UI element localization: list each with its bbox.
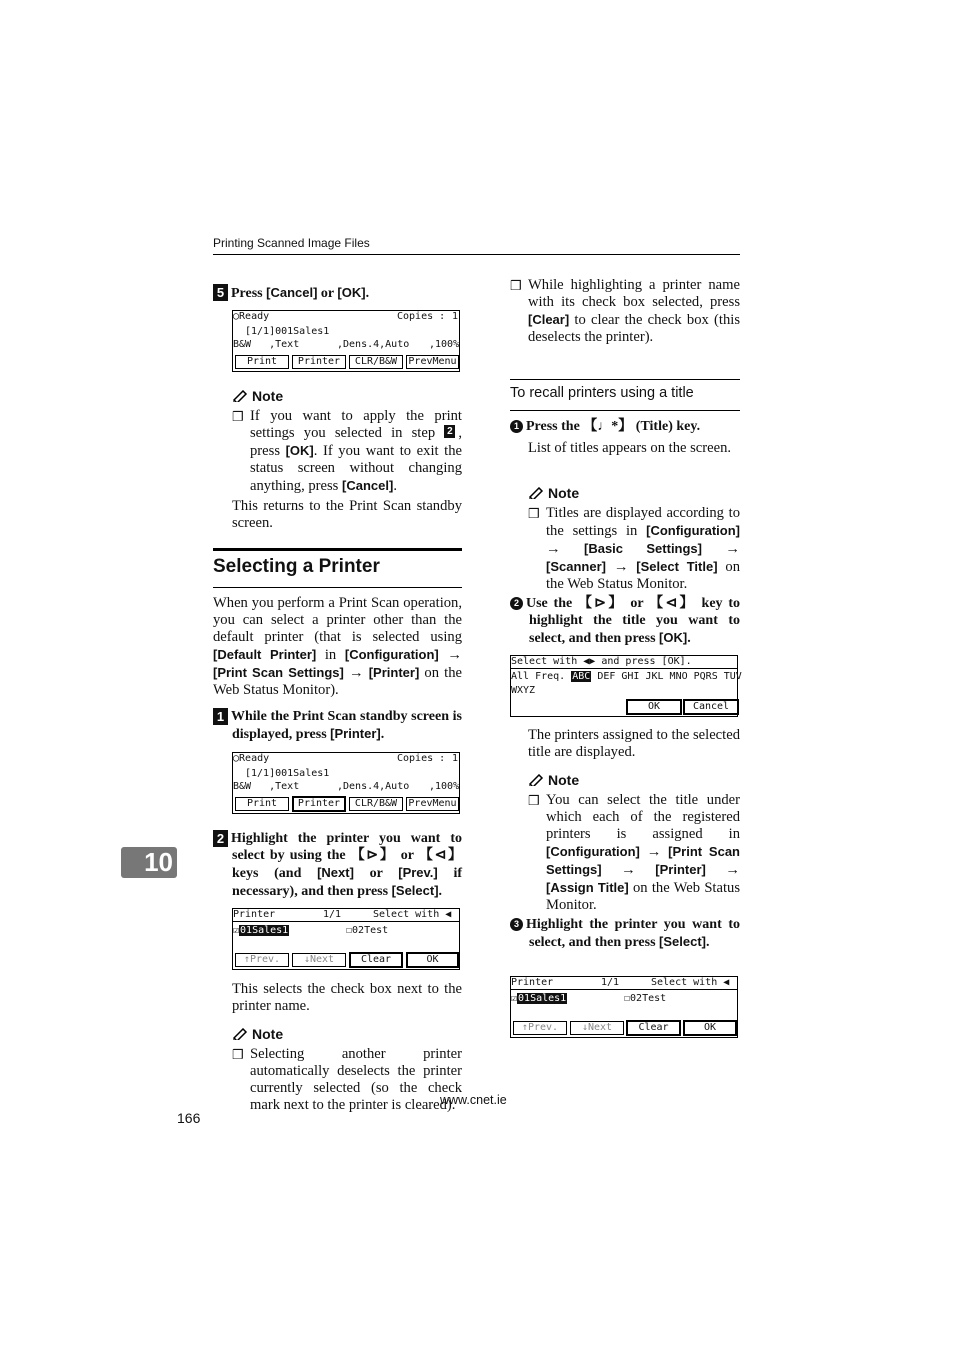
checked-box-icon: ☑ <box>233 925 240 936</box>
left-arrow-icon: ◀ <box>723 977 730 988</box>
print-button[interactable]: Print <box>235 355 289 369</box>
step-5: 5 Press [Cancel] or [OK]. <box>213 284 462 302</box>
note-heading-2: Note <box>232 1026 283 1044</box>
lcd-divider <box>511 989 737 990</box>
next-key-icon: 【⊳】 <box>578 596 625 611</box>
lcd-standby-screen-1: ◯Ready Copies : 1 [1/1]001Sales1 B&W ,Text ,Dens.4,Auto ,100% Print Printer CLR/B&W PrevMenu <box>232 310 460 372</box>
status-icon: ◯ <box>233 753 240 764</box>
prev-button[interactable]: ↑Prev. <box>513 1021 567 1035</box>
prev-key-icon: 【⊲】 <box>649 596 696 611</box>
down-arrow-icon: ↓ <box>581 1022 588 1033</box>
subsection-rule-top <box>510 379 740 380</box>
note-heading-1: Note <box>232 388 283 406</box>
printer-item-01sales1[interactable]: ☑01Sales1 <box>233 925 289 936</box>
section-title: Selecting a Printer <box>213 556 380 577</box>
checkbox-bullet-icon: ❒ <box>528 793 540 808</box>
note-heading-4: Note <box>528 772 579 790</box>
page-number: 166 <box>177 1110 201 1126</box>
substep-2: 2 Use the 【⊳】 or 【⊲】 key to highlight the title you want to select, and then press [OK]. <box>510 595 740 647</box>
unchecked-box-icon: ☐ <box>624 993 631 1004</box>
lcd-printer-select-screen: Printer 1/1 Select with ◀ ☑01Sales1 ☐02Test ↑Prev. ↓Next Clear OK <box>232 908 460 970</box>
chapter-tab: 10 <box>121 847 177 878</box>
step-2: 2 Highlight the printer you want to select by using the 【⊳】 or 【⊲】 keys (and [Next] or [Prev.] if necessary), and then press [Select]. <box>213 830 462 900</box>
running-header: Printing Scanned Image Files <box>213 236 370 250</box>
right-top-bullet: ❒ While highlighting a printer name with its check box selected, press [Clear] to clear the check box (this deselects the printer). <box>510 277 740 345</box>
check-text: This selects the check box next to the printer name. <box>232 981 462 1014</box>
prev-button[interactable]: ↑Prev. <box>235 953 289 967</box>
up-arrow-icon: ↑ <box>243 954 250 965</box>
note-3-bullet: ❒ Titles are displayed according to the settings in [Configuration] → [Basic Settings] → [Scanner] → [Select Title] on the Web Status Monitor. <box>528 505 741 592</box>
step-number: 2 <box>213 830 228 847</box>
ok-button[interactable]: OK <box>683 1020 737 1036</box>
pencil-icon <box>232 390 248 402</box>
note-1-bullet: ❒ If you want to apply the print settings you selected in step 2 , press [OK]. If you want to exit the status screen without changing anything, press [Cancel]. <box>232 408 462 494</box>
status-icon: ◯ <box>233 311 240 322</box>
pencil-icon <box>528 774 544 786</box>
lcd-printer-select-screen-2: Printer 1/1 Select with ◀ ☑01Sales1 ☐02Test ↑Prev. ↓Next Clear OK <box>510 976 738 1038</box>
printer-button[interactable]: Printer <box>292 355 346 369</box>
printer-item-02test[interactable]: ☐02Test <box>346 925 389 936</box>
left-right-arrow-icon: ◀▶ <box>583 656 596 667</box>
left-arrow-icon: ◀ <box>445 909 452 920</box>
checkbox-bullet-icon: ❒ <box>528 506 540 521</box>
checkbox-bullet-icon: ❒ <box>510 278 522 293</box>
checked-box-icon: ☑ <box>511 993 518 1004</box>
clr-bw-button[interactable]: CLR/B&W <box>349 355 403 369</box>
up-arrow-icon: ↑ <box>521 1022 528 1033</box>
next-button[interactable]: ↓Next <box>292 953 346 967</box>
lcd-title-list-screen: Select with ◀▶ and press [OK]. All Freq. ABC DEF GHI JKL MNO PQRS TUV WXYZ OK Cancel <box>510 655 738 717</box>
printer-item-02test[interactable]: ☐02Test <box>624 993 667 1004</box>
step-number: 5 <box>213 284 228 301</box>
title-abc[interactable]: ABC <box>572 671 591 682</box>
section-rule-bottom <box>213 587 462 588</box>
checkbox-bullet-icon: ❒ <box>232 409 244 424</box>
printer-item-01sales1[interactable]: ☑01Sales1 <box>511 993 567 1004</box>
substep-1-desc: List of titles appears on the screen. <box>528 440 732 456</box>
prevmenu-button[interactable]: PrevMenu <box>406 797 459 811</box>
pencil-icon <box>232 1028 248 1040</box>
substep-2-desc: The printers assigned to the selected title are displayed. <box>528 727 740 760</box>
clear-button[interactable]: Clear <box>349 952 403 968</box>
prevmenu-button[interactable]: PrevMenu <box>406 355 459 369</box>
footer-url[interactable]: www.cnet.ie <box>440 1093 507 1107</box>
ok-button[interactable]: OK <box>626 699 682 715</box>
substep-3: 3 Highlight the printer you want to select, and then press [Select]. <box>510 916 740 951</box>
step-number: 1 <box>213 708 228 725</box>
lcd-divider <box>511 668 737 669</box>
print-button[interactable]: Print <box>235 797 289 811</box>
next-key-icon: 【⊳】 <box>350 848 396 863</box>
cancel-button[interactable]: Cancel <box>683 699 739 715</box>
subsection-title: To recall printers using a title <box>510 385 694 401</box>
clr-bw-button[interactable]: CLR/B&W <box>349 797 403 811</box>
unchecked-box-icon: ☐ <box>346 925 353 936</box>
substep-1: 1 Press the 【♩*】 (Title) key. <box>510 418 740 435</box>
header-rule <box>213 254 740 255</box>
pencil-icon <box>528 487 544 499</box>
returns-text: This returns to the Print Scan standby screen. <box>232 498 462 531</box>
printer-button[interactable]: Printer <box>292 796 346 812</box>
prev-key-icon: 【⊲】 <box>418 848 462 863</box>
title-key-icon: 【♩*】 <box>583 419 633 434</box>
lcd-divider <box>233 921 459 922</box>
note-heading-3: Note <box>528 485 579 503</box>
down-arrow-icon: ↓ <box>303 954 310 965</box>
clear-button[interactable]: Clear <box>626 1020 681 1036</box>
ok-button[interactable]: OK <box>406 952 459 968</box>
note-4-bullet: ❒ You can select the title under which each of the registered printers is assigned in [Configuration] → [Print Scan Settings] → [Printer] → [Assign Title] on the Web Status Monitor. <box>528 792 740 913</box>
section-rule-top <box>213 548 462 551</box>
subsection-rule-bottom <box>510 410 740 411</box>
intro-paragraph: When you perform a Print Scan operation, you can select a printer other than the default printer (that is selected using [Default Printer] in [Configuration] → [Print Scan Settings] → [Printer] on the Web Status Monitor). <box>213 595 462 698</box>
checkbox-bullet-icon: ❒ <box>232 1047 244 1062</box>
lcd-standby-screen-2: ◯Ready Copies : 1 [1/1]001Sales1 B&W ,Text ,Dens.4,Auto ,100% Print Printer CLR/B&W PrevMenu <box>232 752 460 814</box>
next-button[interactable]: ↓Next <box>570 1021 624 1035</box>
step-1: 1 While the Print Scan standby screen is displayed, press [Printer]. <box>213 708 462 743</box>
note-2-bullet: ❒ Selecting another printer automatically deselects the printer currently selected (so the check mark next to the printer is cleared). <box>232 1046 462 1113</box>
